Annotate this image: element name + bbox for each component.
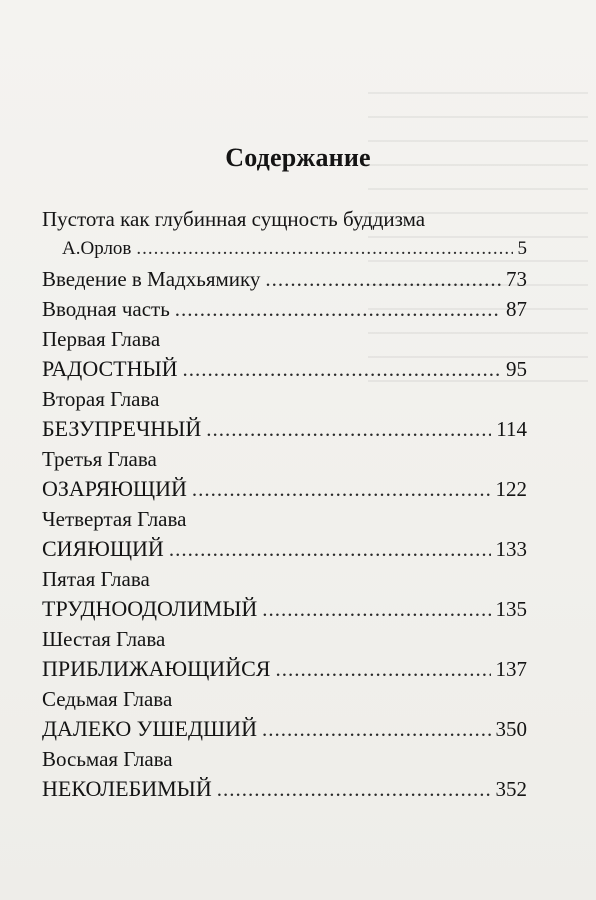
toc-entry[interactable] xyxy=(42,594,527,624)
toc-entry[interactable] xyxy=(42,654,527,684)
page-title: Содержание xyxy=(225,143,371,172)
dot-leader xyxy=(262,714,491,744)
toc-heading: Шестая Глава xyxy=(42,627,166,651)
table-of-contents xyxy=(42,204,527,804)
toc-entry-label: РАДОСТНЫЙ xyxy=(42,356,178,381)
toc-entry[interactable] xyxy=(42,234,527,264)
toc-page-number: 114 xyxy=(496,417,527,441)
toc-entry-label: ТРУДНООДОЛИМЫЙ xyxy=(42,596,258,621)
toc-heading: Пятая Глава xyxy=(42,567,150,591)
dot-leader xyxy=(217,774,491,804)
toc-heading: Четвертая Глава xyxy=(42,507,187,531)
toc-heading: Вторая Глава xyxy=(42,387,160,411)
toc-heading: Седьмая Глава xyxy=(42,687,173,711)
toc-entry[interactable] xyxy=(42,714,527,744)
toc-entry[interactable] xyxy=(42,414,527,444)
dot-leader xyxy=(183,354,501,384)
toc-page-number: 350 xyxy=(495,717,527,741)
toc-entry-label: Вводная часть xyxy=(42,297,170,321)
toc-entry-label: ОЗАРЯЮЩИЙ xyxy=(42,476,187,501)
toc-page-number: 352 xyxy=(495,777,527,801)
dot-leader xyxy=(265,264,501,294)
dot-leader xyxy=(192,474,491,504)
toc-entry-label: БЕЗУПРЕЧНЫЙ xyxy=(42,416,202,441)
toc-entry-label: ПРИБЛИЖАЮЩИЙСЯ xyxy=(42,656,271,681)
toc-entry[interactable] xyxy=(42,774,527,804)
toc-heading: Третья Глава xyxy=(42,447,157,471)
toc-entry[interactable] xyxy=(42,264,527,294)
toc-heading: Восьмая Глава xyxy=(42,747,173,771)
toc-entry-label: Введение в Мадхьямику xyxy=(42,267,261,291)
toc-entry[interactable] xyxy=(42,354,527,384)
dot-leader xyxy=(136,234,512,264)
toc-entry[interactable] xyxy=(42,474,527,504)
dot-leader xyxy=(262,594,490,624)
toc-page-number: 73 xyxy=(506,267,527,291)
toc-entry[interactable] xyxy=(42,534,527,564)
toc-entry-label: НЕКОЛЕБИМЫЙ xyxy=(42,776,212,801)
dot-leader xyxy=(175,294,501,324)
toc-entry-label: А.Орлов xyxy=(62,238,132,259)
dot-leader xyxy=(169,534,491,564)
dot-leader xyxy=(206,414,491,444)
toc-entry-label: ДАЛЕКО УШЕДШИЙ xyxy=(42,716,257,741)
toc-page-number: 135 xyxy=(495,597,527,621)
toc-entry-label: СИЯЮЩИЙ xyxy=(42,536,164,561)
toc-page-number: 122 xyxy=(495,477,527,501)
toc-page-number: 95 xyxy=(506,357,527,381)
toc-entry[interactable] xyxy=(42,294,527,324)
toc-page-number: 5 xyxy=(517,238,527,259)
toc-page-number: 133 xyxy=(495,537,527,561)
toc-page-number: 137 xyxy=(495,657,527,681)
dot-leader xyxy=(275,654,490,684)
toc-page-number: 87 xyxy=(506,297,527,321)
toc-heading: Первая Глава xyxy=(42,327,161,351)
toc-heading: Пустота как глубинная сущность буддизма xyxy=(42,207,426,231)
